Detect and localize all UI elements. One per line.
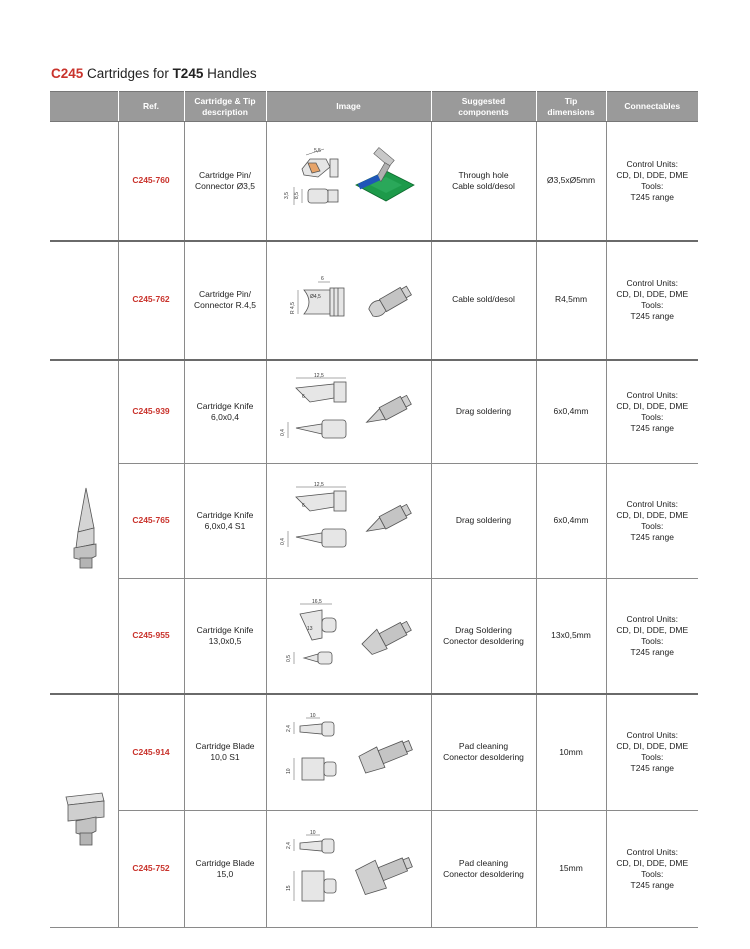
side-cell-knife [50, 360, 118, 694]
knife-tip-icon [64, 482, 104, 572]
dimension-cell: 13x0,5mm [536, 579, 606, 694]
desc-cell: Cartridge Pin/ Connector Ø3,5 [184, 122, 266, 241]
dimension-cell: 6x0,4mm [536, 360, 606, 464]
connectables-cell: Control Units: CD, DI, DDE, DME Tools: T245 range [606, 579, 698, 694]
dimension-cell: 6x0,4mm [536, 464, 606, 579]
components-cell: Drag Soldering Conector desoldering [431, 579, 536, 694]
ref-cell: C245-760 [118, 122, 184, 241]
header-description: Cartridge & Tip description [184, 92, 266, 122]
components-cell: Drag soldering [431, 360, 536, 464]
header-dimensions: Tip dimensions [536, 92, 606, 122]
dimension-cell: 15mm [536, 811, 606, 928]
header-components: Suggested components [431, 92, 536, 122]
ref-cell: C245-955 [118, 579, 184, 694]
table-row [50, 360, 698, 464]
header-image: Image [266, 92, 431, 122]
svg-text:3,5: 3,5 [283, 191, 290, 199]
svg-text:12,5: 12,5 [313, 482, 324, 488]
tip-drawing-760 [274, 141, 424, 221]
svg-text:6: 6 [301, 393, 305, 400]
connectables-cell: Control Units: CD, DI, DDE, DME Tools: T245 range [606, 811, 698, 928]
svg-text:16,5: 16,5 [311, 598, 322, 605]
tip-drawing-955 [274, 596, 424, 676]
image-cell [266, 360, 431, 464]
dimension-cell: R4,5mm [536, 241, 606, 360]
title-handle: T245 [172, 66, 204, 81]
desc-cell: Cartridge Pin/ Connector R.4,5 [184, 241, 266, 360]
blade-tip-icon [58, 771, 110, 851]
ref-cell: C245-765 [118, 464, 184, 579]
page-title [51, 66, 257, 81]
image-cell [266, 579, 431, 694]
ref-cell: C245-752 [118, 811, 184, 928]
side-cell [50, 241, 118, 360]
svg-text:0,4: 0,4 [279, 428, 286, 436]
svg-text:13: 13 [306, 625, 313, 632]
svg-text:6: 6 [320, 276, 324, 282]
table-header [50, 92, 698, 122]
dimension-cell: 10mm [536, 694, 606, 811]
cartridges-table [50, 91, 698, 928]
tip-drawing-765 [274, 481, 424, 561]
components-cell: Cable sold/desol [431, 241, 536, 360]
ref-cell: C245-762 [118, 241, 184, 360]
svg-text:0,5: 0,5 [285, 654, 292, 662]
connectables-cell: Control Units: CD, DI, DDE, DME Tools: T245 range [606, 241, 698, 360]
dimension-cell: Ø3,5xØ5mm [536, 122, 606, 241]
table-row [50, 811, 698, 928]
svg-text:15: 15 [285, 885, 292, 891]
desc-cell: Cartridge Knife 13,0x0,5 [184, 579, 266, 694]
title-middle: Cartridges for [83, 66, 173, 81]
header-side [50, 92, 118, 122]
svg-text:0,4: 0,4 [279, 538, 286, 545]
components-cell: Drag soldering [431, 464, 536, 579]
svg-text:10: 10 [285, 768, 292, 775]
components-cell: Pad cleaning Conector desoldering [431, 811, 536, 928]
ref-cell: C245-914 [118, 694, 184, 811]
components-cell: Pad cleaning Conector desoldering [431, 694, 536, 811]
desc-cell: Cartridge Knife 6,0x0,4 S1 [184, 464, 266, 579]
connectables-cell: Control Units: CD, DI, DDE, DME Tools: T245 range [606, 694, 698, 811]
svg-text:R 4,5: R 4,5 [289, 302, 296, 314]
tip-drawing-762 [274, 270, 424, 330]
image-cell [266, 811, 431, 928]
svg-text:2,4: 2,4 [285, 725, 292, 733]
header-ref: Ref. [118, 92, 184, 122]
header-connectables: Connectables [606, 92, 698, 122]
tip-drawing-939 [274, 372, 424, 452]
svg-text:12,5: 12,5 [313, 372, 324, 379]
tip-drawing-752 [274, 829, 424, 909]
image-cell [266, 241, 431, 360]
image-cell [266, 122, 431, 241]
svg-text:5,5: 5,5 [313, 147, 321, 154]
svg-text:Ø4,5: Ø4,5 [309, 294, 321, 300]
connectables-cell: Control Units: CD, DI, DDE, DME Tools: T245 range [606, 122, 698, 241]
svg-text:10: 10 [309, 713, 316, 720]
svg-text:10: 10 [309, 830, 316, 836]
tip-drawing-914 [274, 712, 424, 792]
ref-cell: C245-939 [118, 360, 184, 464]
image-cell [266, 694, 431, 811]
table-row [50, 464, 698, 579]
table-row [50, 694, 698, 811]
svg-text:6: 6 [301, 503, 305, 509]
table-row [50, 122, 698, 241]
image-cell [266, 464, 431, 579]
desc-cell: Cartridge Knife 6,0x0,4 [184, 360, 266, 464]
side-cell-blade [50, 694, 118, 928]
connectables-cell: Control Units: CD, DI, DDE, DME Tools: T245 range [606, 464, 698, 579]
components-cell: Through hole Cable sold/desol [431, 122, 536, 241]
table-row [50, 241, 698, 360]
side-cell [50, 122, 118, 241]
title-series: C245 [51, 66, 84, 81]
table-row [50, 579, 698, 694]
title-suffix: Handles [203, 66, 257, 81]
svg-text:2,4: 2,4 [285, 842, 292, 849]
connectables-cell: Control Units: CD, DI, DDE, DME Tools: T245 range [606, 360, 698, 464]
desc-cell: Cartridge Blade 15,0 [184, 811, 266, 928]
desc-cell: Cartridge Blade 10,0 S1 [184, 694, 266, 811]
svg-text:8,5: 8,5 [293, 191, 300, 199]
